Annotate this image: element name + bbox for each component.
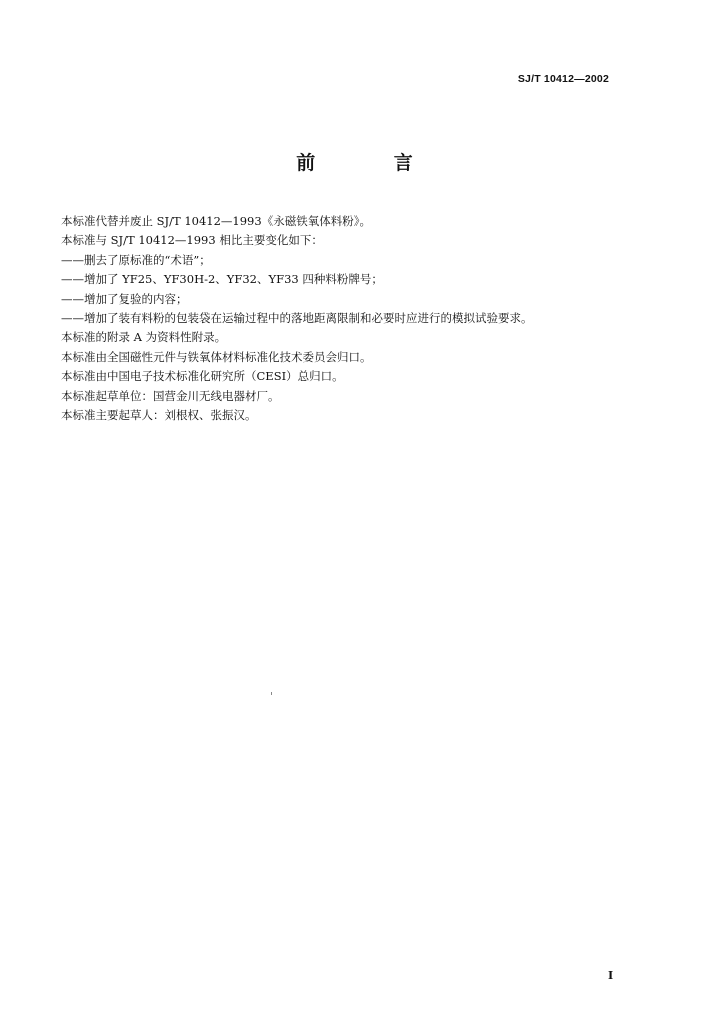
foreword-line: 本标准的附录 A 为资料性附录。 — [61, 330, 227, 345]
foreword-line: ——增加了装有料粉的包装袋在运输过程中的落地距离限制和必要时应进行的模拟试验要求。 — [61, 311, 533, 326]
foreword-line: 本标准起草单位：国营金川无线电器材厂。 — [61, 388, 280, 403]
standard-number: SJ/T 10412—2002 — [517, 73, 609, 85]
foreword-line: ——增加了 YF25、YF30H-2、YF32、YF33 四种料粉牌号； — [61, 272, 383, 287]
foreword-line: ——删去了原标准的“术语”； — [61, 252, 211, 267]
foreword-line: ——增加了复验的内容； — [61, 291, 188, 306]
foreword-body — [61, 212, 661, 425]
foreword-line: 本标准与 SJ/T 10412—1993 相比主要变化如下： — [61, 233, 323, 248]
foreword-line: 本标准主要起草人：刘根权、张振汉。 — [61, 408, 257, 423]
foreword-line: 本标准由中国电子技术标准化研究所（CESI）总归口。 — [61, 369, 344, 384]
page-title: 前 言 — [296, 152, 449, 174]
scan-speck — [271, 692, 272, 695]
foreword-line: 本标准代替并废止 SJ/T 10412—1993《永磁铁氧体料粉》。 — [61, 214, 371, 228]
foreword-line: 本标准由全国磁性元件与铁氧体材料标准化技术委员会归口。 — [61, 349, 372, 364]
page-number: I — [608, 969, 614, 982]
